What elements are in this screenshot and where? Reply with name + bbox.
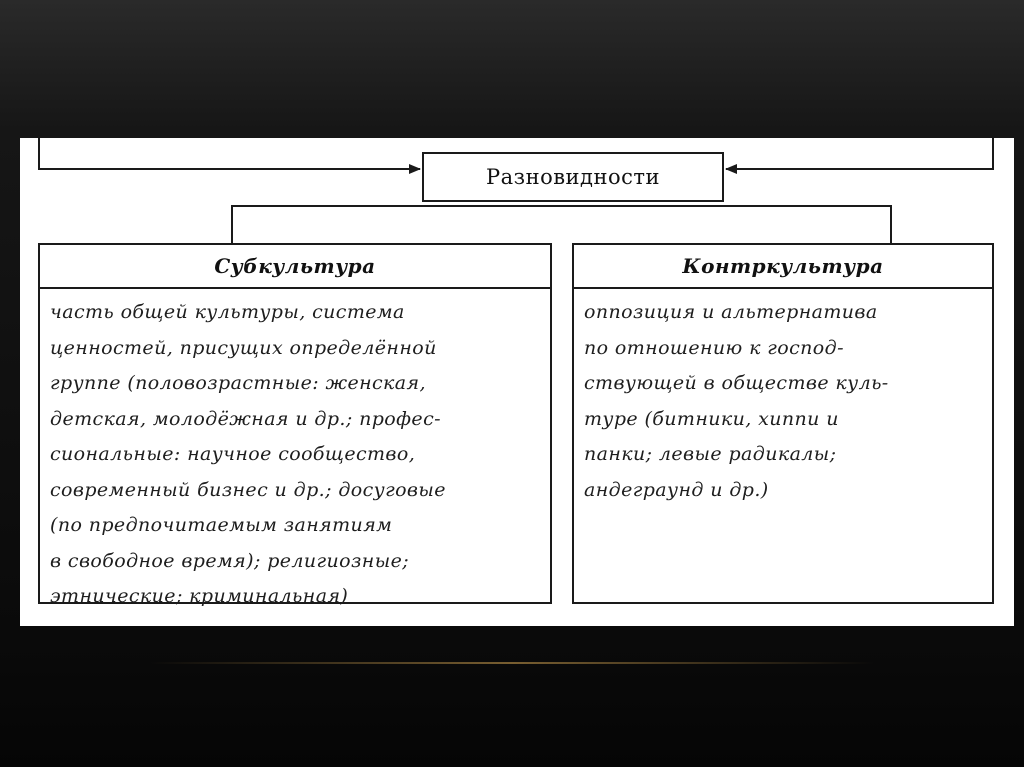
- right-incoming-arrow: [726, 138, 993, 169]
- counterculture-card-title: Контркультура: [574, 245, 992, 289]
- counterculture-card: [572, 243, 994, 604]
- subculture-card-body: [40, 289, 550, 615]
- subculture-text-line: ценностей, присущих определённой: [50, 336, 437, 359]
- branch-connector: [232, 206, 891, 243]
- subculture-text-line: детская, молодёжная и др.; профес-: [50, 407, 441, 430]
- root-node: [422, 152, 724, 202]
- counterculture-text-line: андеграунд и др.): [584, 478, 769, 501]
- counterculture-text-line: туре (битники, хиппи и: [584, 407, 839, 430]
- slide-divider: [150, 662, 874, 664]
- counterculture-card-body: [574, 289, 992, 508]
- diagram-panel: [20, 138, 1014, 626]
- counterculture-text-line: оппозиция и альтернатива: [584, 301, 878, 323]
- counterculture-text-line: ствующей в обществе куль-: [584, 372, 889, 394]
- left-incoming-arrow: [39, 138, 420, 169]
- subculture-text-line: этнические; криминальная): [50, 585, 349, 607]
- subculture-text-line: (по предпочитаемым занятиям: [50, 514, 393, 536]
- subculture-text-line: часть общей культуры, система: [50, 301, 405, 323]
- subculture-text-line: в свободное время); религиозные;: [50, 549, 410, 572]
- subculture-text-line: современный бизнес и др.; досуговые: [50, 478, 446, 501]
- counterculture-text-line: панки; левые радикалы;: [584, 443, 837, 465]
- subculture-text-line: группе (половозрастные: женская,: [50, 372, 426, 394]
- counterculture-text-line: по отношению к господ-: [584, 336, 844, 359]
- subculture-card-title: Субкультура: [40, 245, 550, 289]
- root-node-label: Разновидности: [485, 165, 660, 189]
- subculture-card: [38, 243, 552, 607]
- subculture-text-line: сиональные: научное сообщество,: [50, 443, 416, 465]
